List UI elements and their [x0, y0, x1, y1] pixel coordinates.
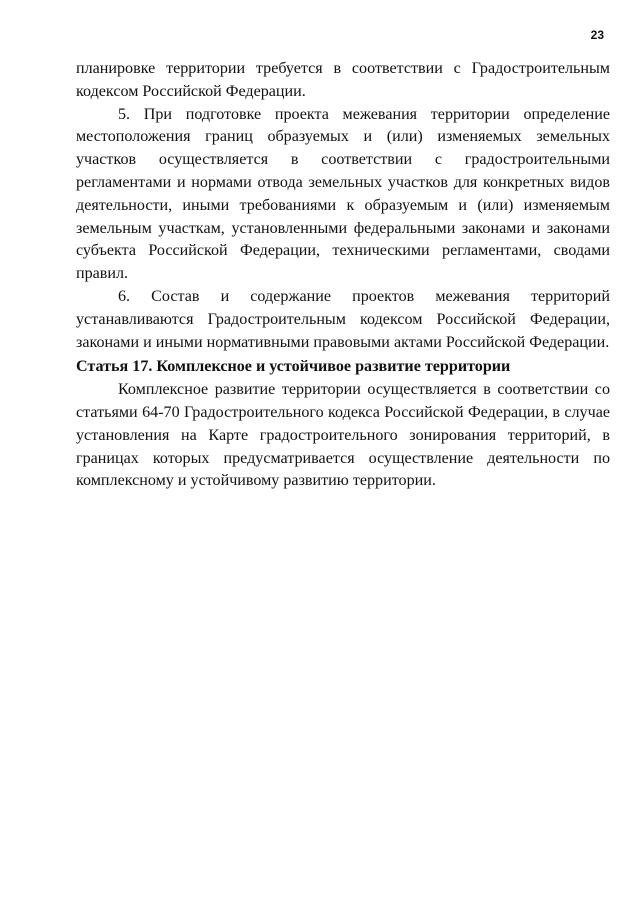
article-17-text: Комплексное развитие территории осуществляется в соответствии со статьями 64-70 Градостроительного кодекса Российской Федерации, в случае установления на Карте градостроительного зонирования территорий, в границах которых предусматривается осуществление деятельности по комплексному и устойчивому развитию территории. — [76, 381, 610, 490]
paragraph-5: 5. При подготовке проекта межевания территории определение местоположения границ образуемых и (или) изменяемых земельных участков осуществляется в соответствии с градостроительными регламентами и нормами отвода земельных участков для конкретных видов деятельности, иными требованиями к образуемым и (или) изменяемым земельным участкам, установленными федеральными законами и законами субъекта Российской Федерации, техническими регламентами, сводами правил. — [76, 105, 610, 283]
document-body — [76, 58, 610, 493]
paragraph-continued: планировке территории требуется в соответствии с Градостроительным кодексом Российской Федерации. — [76, 60, 610, 100]
page-number: 23 — [590, 28, 604, 42]
article-17-heading: Статья 17. Комплексное и устойчивое развитие территории — [76, 358, 511, 376]
paragraph-6: 6. Состав и содержание проектов межевания территорий устанавливаются Градостроительным кодексом Российской Федерации, законами и иными нормативными правовыми актами Российской Федерации. — [76, 287, 610, 351]
